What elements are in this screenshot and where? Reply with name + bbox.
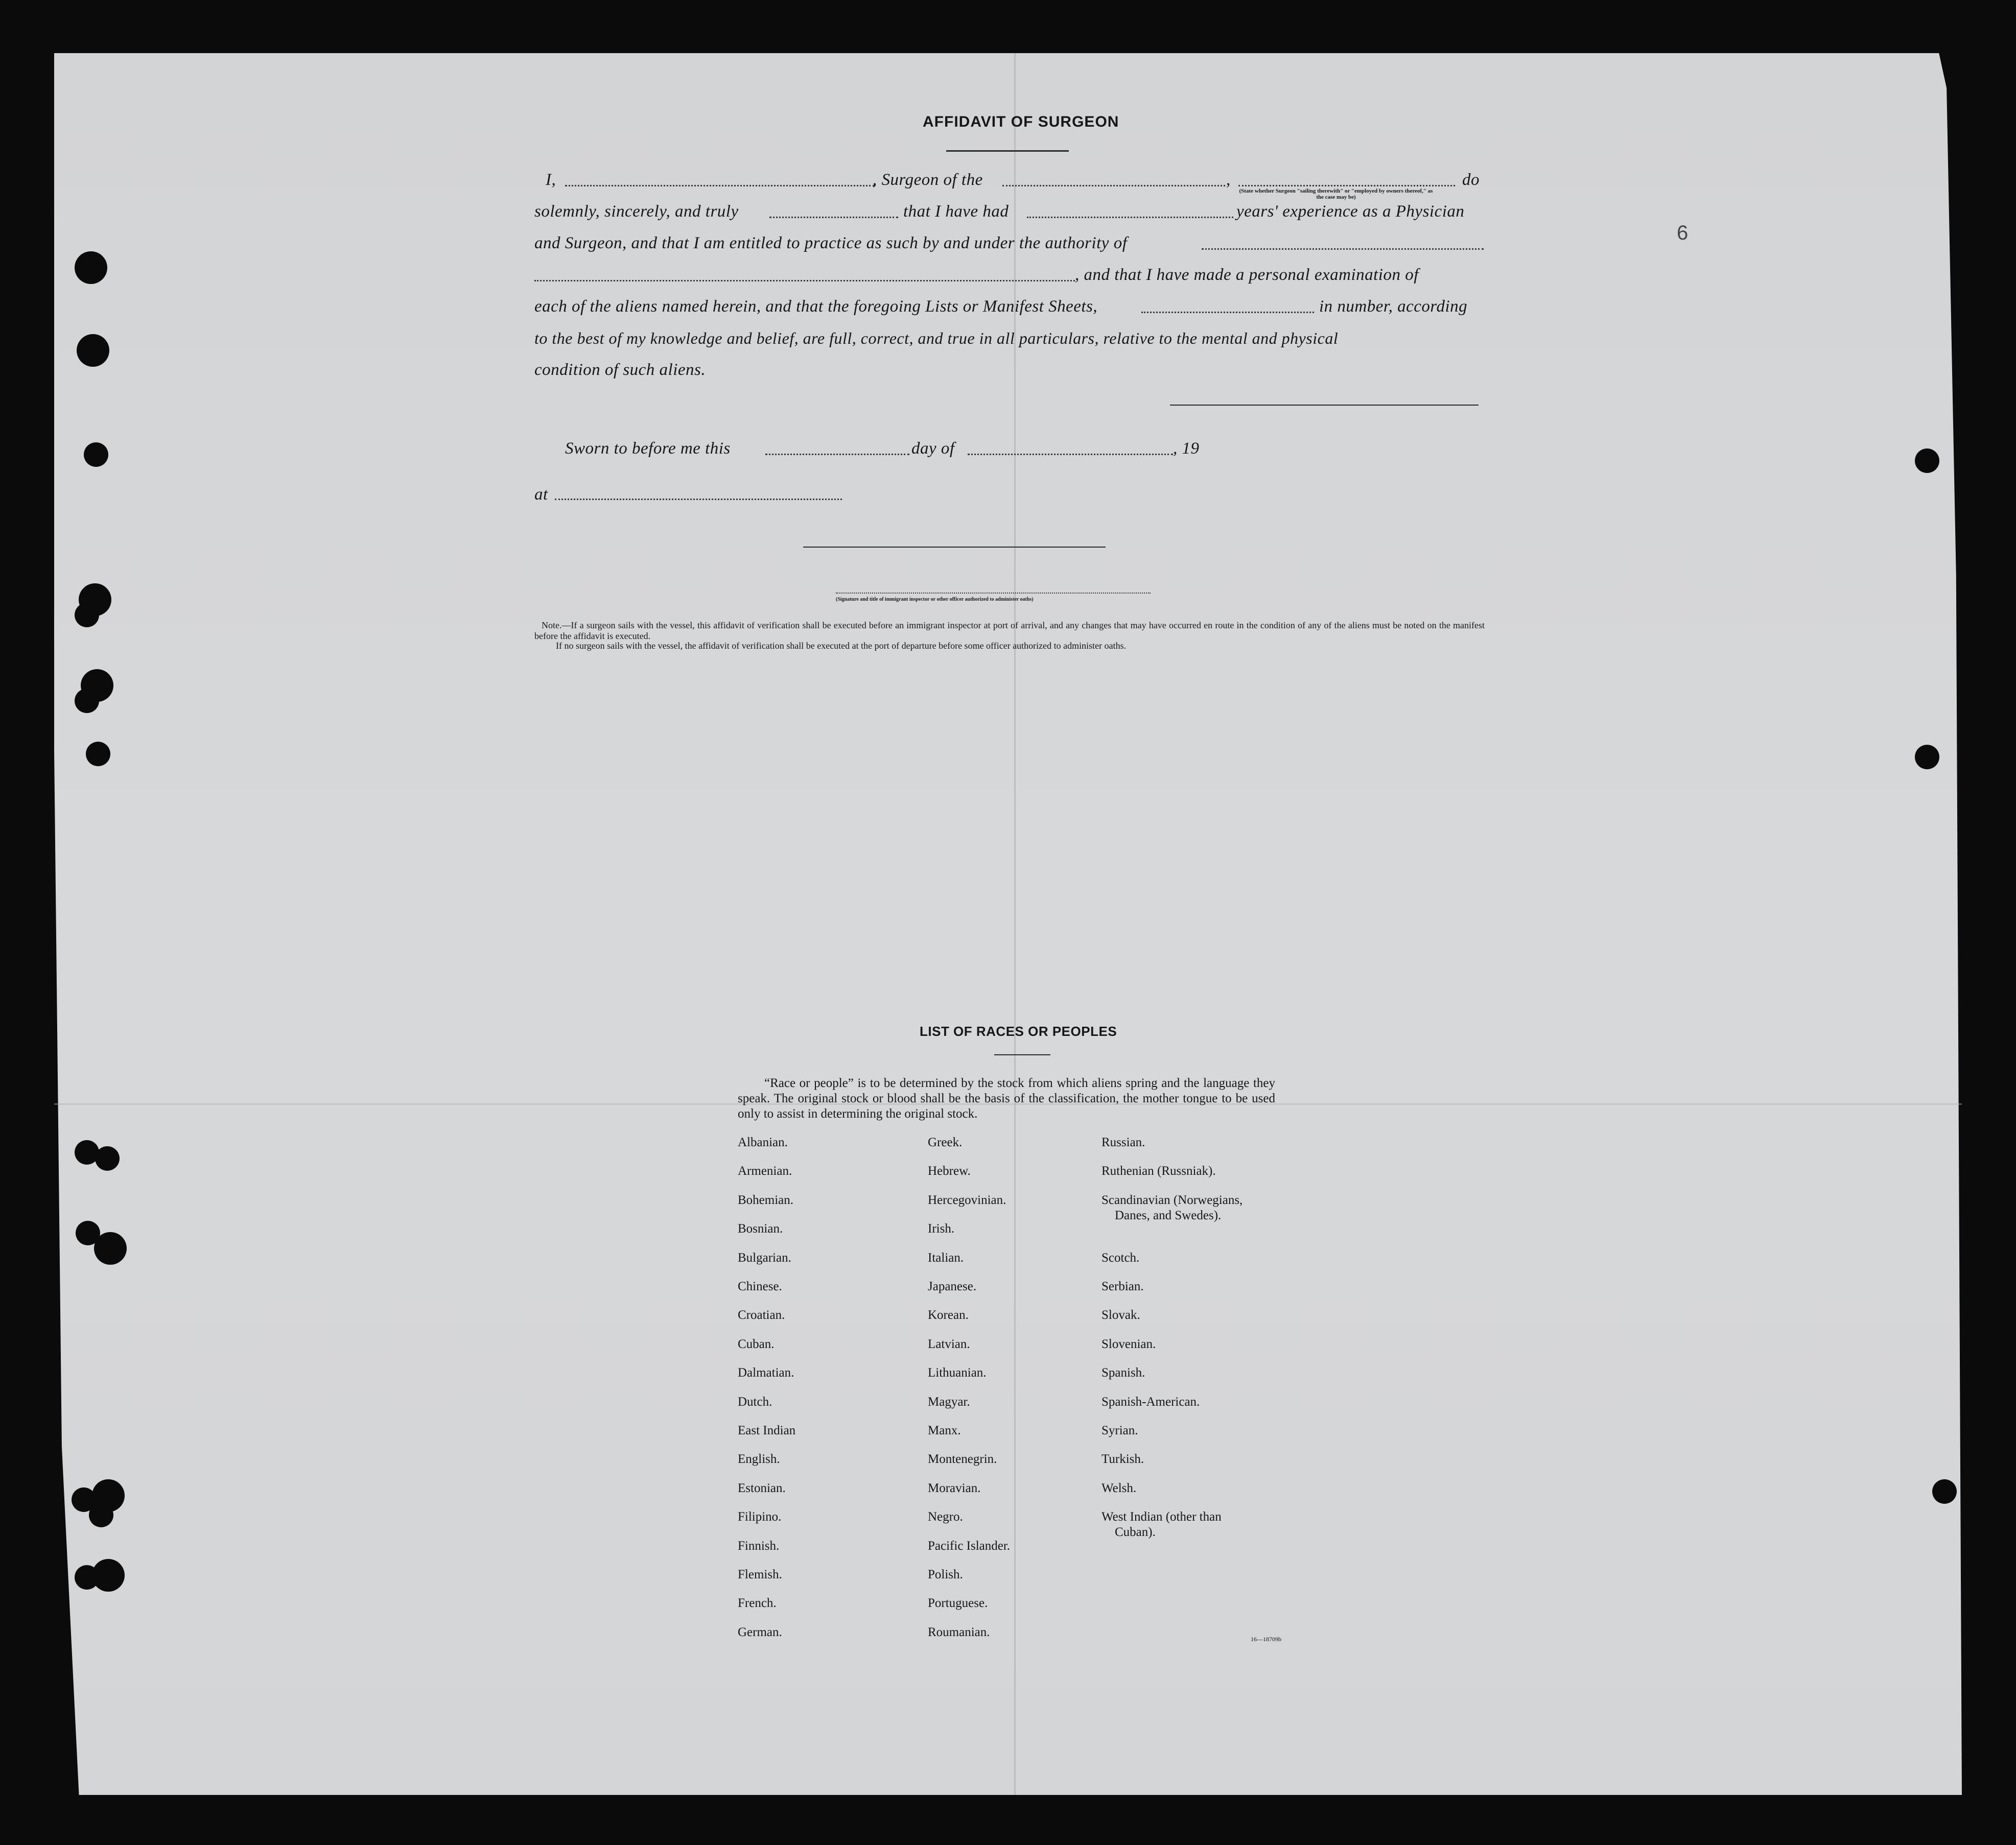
race-list-item: Korean. bbox=[928, 1308, 969, 1322]
race-list-item: Latvian. bbox=[928, 1337, 970, 1351]
year-label: , 19 bbox=[1173, 439, 1200, 458]
affidavit-line5-a: each of the aliens named herein, and that the foregoing Lists or Manifest Sheets, bbox=[534, 297, 1098, 316]
punch-hole bbox=[84, 442, 108, 467]
race-list-item: West Indian (other than Cuban). bbox=[1101, 1510, 1222, 1539]
race-list-item: Negro. bbox=[928, 1510, 963, 1524]
sheets-count-blank[interactable] bbox=[1141, 312, 1314, 313]
race-list-item: Greek. bbox=[928, 1136, 963, 1149]
race-list-item: Filipino. bbox=[738, 1510, 782, 1524]
race-list-item: Serbian. bbox=[1101, 1280, 1144, 1293]
affidavit-line2-c: years' experience as a Physician bbox=[1236, 202, 1465, 221]
comma-label: , bbox=[1226, 171, 1231, 189]
years-blank[interactable] bbox=[1027, 217, 1233, 218]
punch-hole bbox=[1915, 745, 1939, 769]
race-list-item: East Indian bbox=[738, 1424, 796, 1437]
sworn-month-blank[interactable] bbox=[968, 454, 1173, 455]
race-list-item: Syrian. bbox=[1101, 1424, 1138, 1437]
affidavit-line2-b: that I have had bbox=[903, 202, 1009, 221]
at-label: at bbox=[534, 485, 548, 504]
surgeon-name-blank[interactable] bbox=[565, 185, 875, 186]
race-list-item: Spanish. bbox=[1101, 1366, 1145, 1380]
race-list-item: Moravian. bbox=[928, 1481, 981, 1495]
surgeon-signature-line bbox=[1170, 405, 1479, 406]
signature-title-blank[interactable] bbox=[836, 593, 1151, 594]
oath-blank[interactable] bbox=[769, 217, 898, 218]
note-paragraph: Note.—If a surgeon sails with the vessel, this affidavit of verification shall be executed before an immigrant inspector at port of arrival, and any changes that may have occurred en route in the condition of any of the aliens must be noted on the manifest before the affidavit is executed. bbox=[534, 620, 1485, 641]
race-list-item: Roumanian. bbox=[928, 1625, 990, 1639]
punch-hole bbox=[92, 1559, 125, 1592]
race-list-item: Scotch. bbox=[1101, 1251, 1140, 1265]
do-label: do bbox=[1462, 171, 1480, 189]
officer-signature-line bbox=[803, 547, 1106, 548]
authority-blank[interactable] bbox=[1202, 248, 1484, 250]
race-list-item: Russian. bbox=[1101, 1136, 1145, 1149]
race-list-item: Hebrew. bbox=[928, 1164, 971, 1178]
race-list-item: Albanian. bbox=[738, 1136, 788, 1149]
punch-hole bbox=[77, 334, 109, 367]
surgeon-status-blank[interactable] bbox=[1238, 185, 1455, 186]
race-list-item: Flemish. bbox=[738, 1568, 782, 1581]
race-list-item: Irish. bbox=[928, 1222, 955, 1236]
punch-hole bbox=[86, 742, 110, 766]
sworn-day-blank[interactable] bbox=[765, 454, 909, 455]
race-list-item: Finnish. bbox=[738, 1539, 780, 1553]
races-title: LIST OF RACES OR PEOPLES bbox=[920, 1024, 1117, 1039]
affidavit-line7: condition of such aliens. bbox=[534, 361, 706, 379]
authority-continued-blank[interactable] bbox=[534, 280, 1075, 281]
form-code: 16—18709b bbox=[1251, 1636, 1281, 1643]
race-list-item: Welsh. bbox=[1101, 1481, 1137, 1495]
affidavit-line2-a: solemnly, sincerely, and truly bbox=[534, 202, 739, 221]
vessel-name-blank[interactable] bbox=[1002, 185, 1225, 186]
race-list-item: Bosnian. bbox=[738, 1222, 783, 1236]
race-list-item: Bulgarian. bbox=[738, 1251, 791, 1265]
races-title-underline bbox=[994, 1054, 1050, 1055]
race-list-item: Chinese. bbox=[738, 1280, 782, 1293]
race-list-item: Slovak. bbox=[1101, 1308, 1140, 1322]
surgeon-status-note: (State whether Surgeon "sailing therewith" or "employed by owners thereof," as the case may be) bbox=[1239, 188, 1433, 200]
race-list-item: Scandinavian (Norwegians, Danes, and Swedes). bbox=[1101, 1193, 1243, 1222]
race-list-item: Spanish-American. bbox=[1101, 1395, 1200, 1409]
race-list-item: Montenegrin. bbox=[928, 1452, 997, 1466]
surgeon-of-the-label: , Surgeon of the bbox=[873, 171, 983, 189]
punch-hole bbox=[1915, 448, 1939, 473]
affidavit-line6: to the best of my knowledge and belief, are full, correct, and true in all particulars, relative to the mental and physical bbox=[534, 329, 1339, 347]
race-list-item: Portuguese. bbox=[928, 1596, 988, 1610]
affidavit-title: AFFIDAVIT OF SURGEON bbox=[923, 113, 1119, 130]
sworn-label: Sworn to before me this bbox=[565, 439, 731, 458]
page-number: 6 bbox=[1677, 222, 1689, 244]
race-list-item: Ruthenian (Russniak). bbox=[1101, 1164, 1216, 1178]
race-list-item: Japanese. bbox=[928, 1280, 977, 1293]
punch-hole bbox=[95, 1146, 120, 1171]
note-paragraph-2: If no surgeon sails with the vessel, the affidavit of verification shall be executed at the port of departure before some officer authorized to administer oaths. bbox=[556, 641, 1127, 651]
race-list-item: Lithuanian. bbox=[928, 1366, 987, 1380]
title-underline bbox=[946, 150, 1069, 152]
race-list-item: Hercegovinian. bbox=[928, 1193, 1006, 1207]
punch-hole bbox=[75, 689, 99, 713]
punch-hole bbox=[94, 1232, 127, 1265]
punch-hole bbox=[89, 1503, 113, 1527]
race-list-item: Dutch. bbox=[738, 1395, 772, 1409]
punch-hole bbox=[75, 251, 107, 284]
race-list-item: Cuban. bbox=[738, 1337, 775, 1351]
race-list-item: Armenian. bbox=[738, 1164, 792, 1178]
race-list-item: Polish. bbox=[928, 1568, 963, 1581]
race-list-item: English. bbox=[738, 1452, 780, 1466]
affidavit-line5-b: in number, according bbox=[1319, 297, 1468, 316]
affidavit-line4: , and that I have made a personal examination of bbox=[1075, 266, 1419, 284]
punch-hole bbox=[1932, 1479, 1957, 1504]
affidavit-line3: and Surgeon, and that I am entitled to practice as such by and under the authority of bbox=[534, 234, 1128, 252]
race-list-item: Croatian. bbox=[738, 1308, 785, 1322]
signature-caption: (Signature and title of immigrant inspector or other officer authorized to administer oaths) bbox=[836, 597, 1034, 602]
race-list-item: Slovenian. bbox=[1101, 1337, 1156, 1351]
race-list-item: French. bbox=[738, 1596, 777, 1610]
day-of-label: day of bbox=[911, 439, 955, 458]
race-list-item: Magyar. bbox=[928, 1395, 970, 1409]
race-list-item: Bohemian. bbox=[738, 1193, 794, 1207]
races-intro: “Race or people” is to be determined by the stock from which aliens spring and the language they speak. The original stock or blood shall be the basis of the classification, the mother tongue to be used only to assist in determining the original stock. bbox=[738, 1076, 1275, 1121]
race-list-item: Dalmatian. bbox=[738, 1366, 794, 1380]
race-list-item: Italian. bbox=[928, 1251, 964, 1265]
affidavit-i: I, bbox=[546, 171, 556, 189]
race-list-item: Pacific Islander. bbox=[928, 1539, 1011, 1553]
punch-hole bbox=[75, 603, 99, 627]
race-list-item: Turkish. bbox=[1101, 1452, 1144, 1466]
race-list-item: German. bbox=[738, 1625, 782, 1639]
at-place-blank[interactable] bbox=[555, 499, 842, 500]
race-list-item: Estonian. bbox=[738, 1481, 786, 1495]
race-list-item: Manx. bbox=[928, 1424, 961, 1437]
